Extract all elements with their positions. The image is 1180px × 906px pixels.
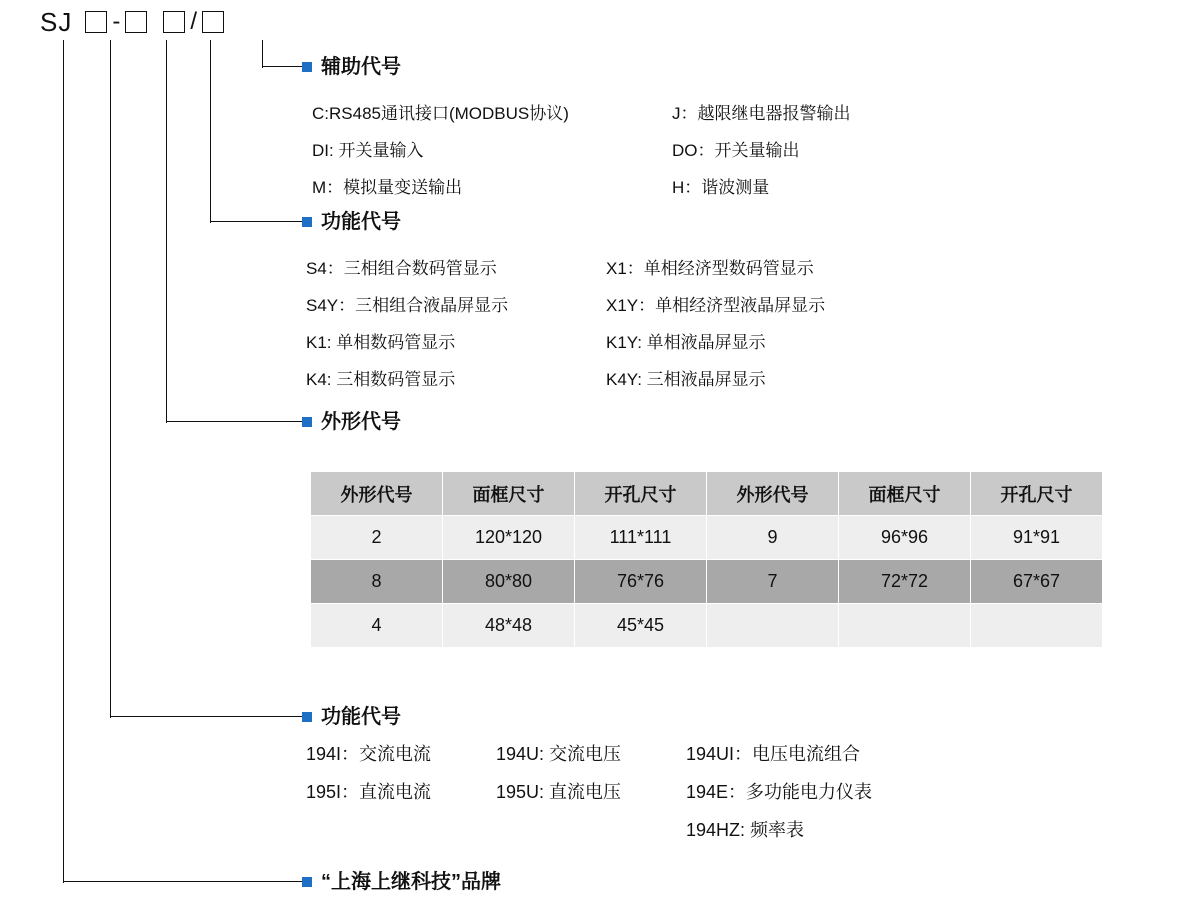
table-header-row [311,472,1103,516]
display-row-4 [306,365,825,390]
leader-line-meter-vertical [110,40,111,718]
table-cell-empty [707,604,839,648]
table-header-cell: 开孔尺寸 [971,472,1103,516]
meter-entry-empty-2 [496,816,686,842]
table-cell: 7 [707,560,839,604]
leader-line-brand-horizontal [63,881,302,882]
table-row [311,604,1103,648]
table-cell: 111*111 [575,516,707,560]
model-code [40,2,227,42]
meter-entry-195u: 195U: 直流电压 [496,782,622,802]
aux-row-3 [312,173,851,198]
display-entries [306,254,825,402]
table-cell: 8 [311,560,443,604]
meter-entry-empty-1 [306,816,496,842]
display-row-2 [306,291,825,316]
leader-line-shape-horizontal [166,421,302,422]
leader-line-display-vertical [210,40,211,223]
display-entry-x1: X1：单相经济型数码管显示 [606,259,814,278]
table-cell: 72*72 [839,560,971,604]
aux-entry-do: DO：开关量输出 [672,141,800,160]
meter-entry-194ui: 194UI：电压电流组合 [686,744,861,764]
section-title-brand: “上海上继科技”品牌 [321,871,501,893]
aux-row-1 [312,99,851,124]
display-entry-k4y: K4Y: 三相液晶屏显示 [606,370,766,389]
meter-row-2 [306,778,872,804]
section-title-shape: 外形代号 [321,411,401,433]
bullet-square-icon [302,217,312,227]
table-header-cell: 面框尺寸 [839,472,971,516]
code-box-4 [202,11,224,33]
code-box-3 [163,11,185,33]
meter-entry-194e: 194E：多功能电力仪表 [686,782,873,802]
code-box-1 [85,11,107,33]
table-row [311,560,1103,604]
table-cell: 91*91 [971,516,1103,560]
code-box-2 [125,11,147,33]
display-row-1 [306,254,825,279]
table-cell-empty [839,604,971,648]
model-prefix: SJ [40,7,73,37]
display-entry-k1y: K1Y: 单相液晶屏显示 [606,333,766,352]
dimension-table [310,471,1103,648]
meter-row-3 [306,816,872,842]
meter-entry-194u: 194U: 交流电压 [496,744,622,764]
model-separator: - [112,8,121,35]
table-row [311,516,1103,560]
table-cell: 67*67 [971,560,1103,604]
bullet-square-icon [302,712,312,722]
table-cell: 96*96 [839,516,971,560]
model-slash: / [190,8,198,35]
table-cell: 2 [311,516,443,560]
aux-entry-di: DI: 开关量输入 [312,141,424,160]
table-cell: 45*45 [575,604,707,648]
leader-line-aux-vertical [262,40,263,68]
aux-entries [312,99,851,210]
meter-entries [306,740,872,854]
table-cell: 9 [707,516,839,560]
leader-line-display-horizontal [210,221,302,222]
meter-entry-194i: 194I：交流电流 [306,744,432,764]
meter-row-1 [306,740,872,766]
aux-entry-c: C:RS485通讯接口(MODBUS协议) [312,104,569,123]
display-row-3 [306,328,825,353]
table-header-cell: 外形代号 [707,472,839,516]
section-label-meter [302,707,401,727]
table-cell: 76*76 [575,560,707,604]
meter-entry-195i: 195I：直流电流 [306,782,432,802]
section-label-display [302,212,401,232]
table-cell: 48*48 [443,604,575,648]
leader-line-meter-horizontal [110,716,302,717]
display-entry-k1: K1: 单相数码管显示 [306,333,456,352]
section-title-aux: 辅助代号 [321,56,401,78]
table-header-cell: 外形代号 [311,472,443,516]
section-title-meter: 功能代号 [321,706,401,728]
aux-row-2 [312,136,851,161]
section-label-shape [302,412,401,432]
bullet-square-icon [302,417,312,427]
table-header-cell: 开孔尺寸 [575,472,707,516]
table-cell: 80*80 [443,560,575,604]
table-header-cell: 面框尺寸 [443,472,575,516]
bullet-square-icon [302,877,312,887]
section-label-aux [302,57,401,77]
leader-line-brand-vertical [63,40,64,883]
leader-line-aux-horizontal [262,66,302,67]
leader-line-shape-vertical [166,40,167,423]
table-cell: 120*120 [443,516,575,560]
display-entry-s4y: S4Y：三相组合液晶屏显示 [306,296,509,315]
table-cell: 4 [311,604,443,648]
aux-entry-m: M：模拟量变送输出 [312,178,463,197]
section-label-brand [302,872,501,892]
display-entry-x1y: X1Y：单相经济型液晶屏显示 [606,296,826,315]
display-entry-s4: S4：三相组合数码管显示 [306,259,497,278]
display-entry-k4: K4: 三相数码管显示 [306,370,456,389]
aux-entry-h: H：谐波测量 [672,178,770,197]
meter-entry-194hz: 194HZ: 频率表 [686,820,805,840]
bullet-square-icon [302,62,312,72]
section-title-display: 功能代号 [321,211,401,233]
table-cell-empty [971,604,1103,648]
aux-entry-j: J：越限继电器报警输出 [672,104,851,123]
